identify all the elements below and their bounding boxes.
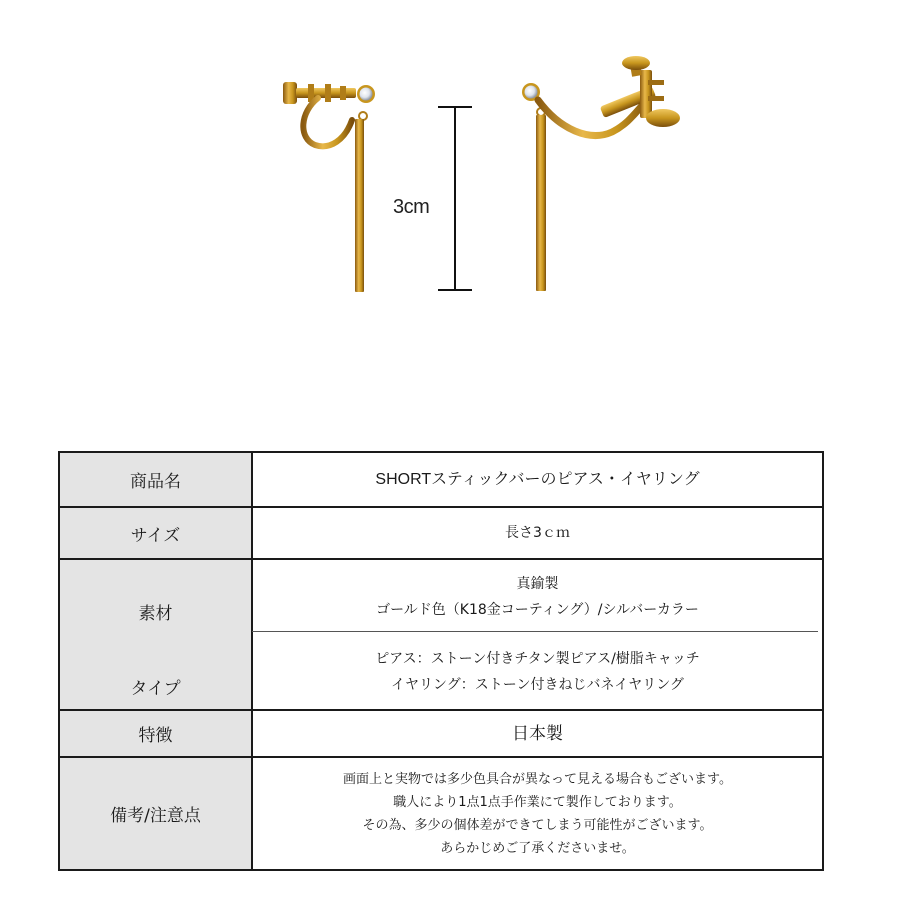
row-feature (59, 710, 823, 757)
value-material (253, 560, 822, 634)
label-product-name: 商品名 (59, 452, 252, 507)
spec-table (58, 451, 824, 871)
size-text: 長さ3ｃｍ (505, 525, 570, 541)
material-line-2: ゴールド色（K18金コーティング）/シルバーカラー (376, 602, 699, 618)
label-size: サイズ (59, 507, 252, 559)
row-product-name (59, 452, 823, 507)
row-size (59, 507, 823, 559)
label-feature: 特徴 (59, 710, 252, 757)
material-line-1: 真鍮製 (516, 576, 559, 592)
type-line-1: ピアス：ストーン付きチタン製ピアス/樹脂キャッチ (375, 650, 700, 667)
row-notes (59, 757, 823, 870)
notes-line-2: 職人により1点1点手作業にて製作しております。 (393, 794, 682, 810)
row-material-type (59, 559, 823, 710)
left-earring (283, 82, 375, 292)
value-notes (252, 757, 823, 870)
notes-line-1: 画面上と実物では多少色具合が異なって見える場合もございます。 (343, 771, 732, 787)
scale-indicator (438, 107, 472, 290)
value-type (253, 634, 822, 709)
label-type: タイプ (130, 679, 181, 699)
label-material: 素材 (138, 604, 173, 624)
right-earring (522, 56, 680, 291)
scale-label: 3cm (393, 196, 430, 218)
feature-text: 日本製 (512, 723, 563, 744)
label-material-type (59, 559, 252, 710)
label-notes: 備考/注意点 (59, 757, 252, 870)
product-name-text: SHORTスティックバーのピアス・イヤリング (375, 470, 700, 488)
value-product-name (252, 452, 823, 507)
notes-line-4: あらかじめご了承くださいませ。 (440, 840, 635, 856)
value-material-type (252, 559, 823, 710)
product-photo (0, 0, 900, 340)
value-feature (252, 710, 823, 757)
notes-line-3: その為、多少の個体差ができてしまう可能性がございます。 (362, 817, 713, 833)
value-size (252, 507, 823, 559)
type-line-2: イヤリング：ストーン付きねじバネイヤリング (391, 676, 684, 693)
material-type-divider (252, 631, 818, 632)
